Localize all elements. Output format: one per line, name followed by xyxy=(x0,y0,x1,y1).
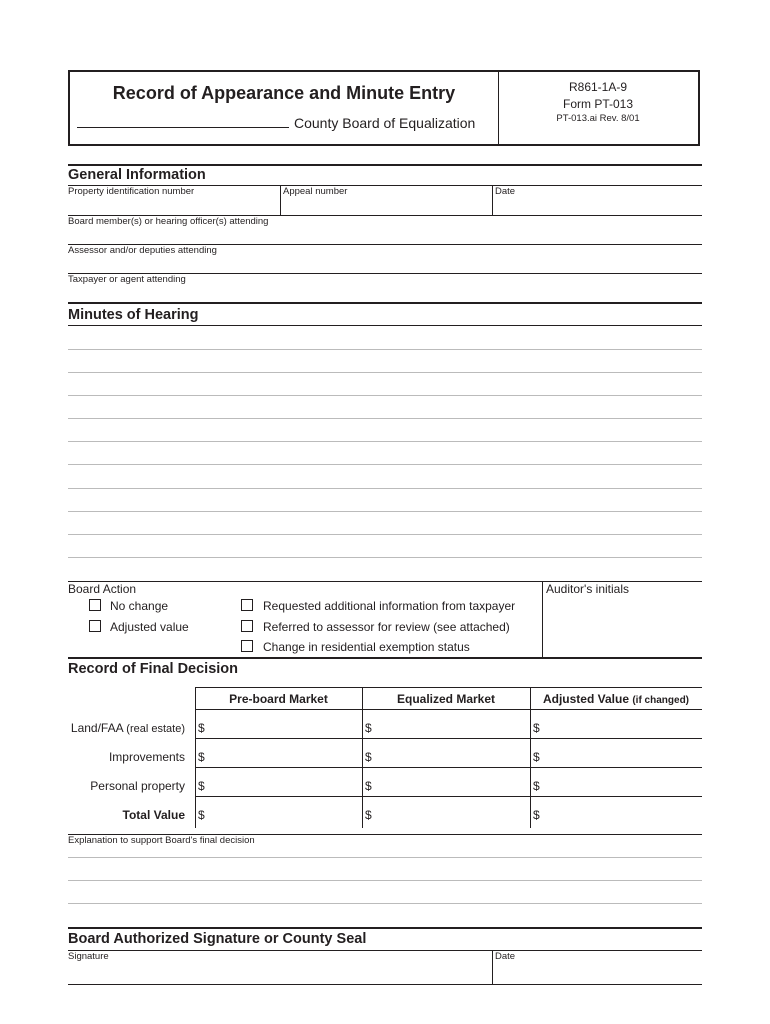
land-adjusted-field[interactable]: $ xyxy=(533,721,540,735)
assessor-field[interactable] xyxy=(68,256,700,272)
total-preboard-field[interactable]: $ xyxy=(198,808,205,822)
gi-date-field[interactable] xyxy=(495,196,700,214)
minutes-heading: Minutes of Hearing xyxy=(68,307,199,323)
row-label-land-text: Land/FAA xyxy=(70,721,123,735)
explanation-label: Explanation to support Board's final decision xyxy=(68,835,255,846)
signature-date-label: Date xyxy=(495,951,516,962)
form-code: R861-1A-9 xyxy=(568,80,628,94)
referred-assessor-checkbox[interactable] xyxy=(241,620,253,632)
row-label-total-value: Total Value xyxy=(122,808,185,822)
header-divider xyxy=(498,72,499,144)
exemption-status-checkbox[interactable] xyxy=(241,640,253,652)
requested-info-checkbox[interactable] xyxy=(241,599,253,611)
row-label-land xyxy=(5,721,185,735)
gi-divider-2 xyxy=(492,185,493,215)
final-decision-top-rule xyxy=(68,657,702,659)
signature-top-rule xyxy=(68,927,702,929)
gi-top-rule xyxy=(68,164,702,166)
gi-divider-1 xyxy=(280,185,281,215)
table-row-rule xyxy=(195,738,702,739)
explanation-line[interactable] xyxy=(68,903,702,904)
form-title: Record of Appearance and Minute Entry xyxy=(112,83,456,103)
no-change-checkbox[interactable] xyxy=(89,599,101,611)
table-row-rule xyxy=(195,796,702,797)
minutes-line[interactable] xyxy=(68,418,702,419)
col-adjusted xyxy=(530,692,702,706)
form-number: Form PT-013 xyxy=(562,97,634,111)
minutes-line[interactable] xyxy=(68,395,702,396)
signature-label: Signature xyxy=(68,951,109,962)
col-adjusted-label: Adjusted Value xyxy=(542,692,629,706)
property-id-field[interactable] xyxy=(68,196,278,214)
land-equalized-field[interactable]: $ xyxy=(365,721,372,735)
minutes-top-rule xyxy=(68,302,702,304)
minutes-line[interactable] xyxy=(68,441,702,442)
explanation-line[interactable] xyxy=(68,880,702,881)
exemption-status-label: Change in residential exemption status xyxy=(263,640,470,654)
col-equalized: Equalized Market xyxy=(396,692,496,706)
minutes-line[interactable] xyxy=(68,534,702,535)
county-board-label: County Board of Equalization xyxy=(294,115,476,131)
land-preboard-field[interactable]: $ xyxy=(198,721,205,735)
adjusted-value-checkbox[interactable] xyxy=(89,620,101,632)
property-id-label: Property identification number xyxy=(68,186,195,197)
board-action-label: Board Action xyxy=(68,582,137,596)
minutes-line[interactable] xyxy=(68,372,702,373)
signature-bottom-rule xyxy=(68,984,702,985)
personal-preboard-field[interactable]: $ xyxy=(198,779,205,793)
taxpayer-field[interactable] xyxy=(68,285,700,301)
general-information-heading: General Information xyxy=(68,167,206,183)
gi-date-label: Date xyxy=(495,186,516,197)
taxpayer-label: Taxpayer or agent attending xyxy=(68,274,186,285)
signature-heading: Board Authorized Signature or County Seal xyxy=(68,931,367,947)
table-row-rule xyxy=(195,767,702,768)
auditor-initials-label: Auditor's initials xyxy=(546,582,629,596)
table-col-divider xyxy=(195,687,196,828)
row-label-land-note: (real estate) xyxy=(126,723,185,735)
minutes-line[interactable] xyxy=(68,488,702,489)
minutes-line[interactable] xyxy=(68,511,702,512)
county-name-field[interactable] xyxy=(77,127,289,128)
col-preboard: Pre-board Market xyxy=(229,692,328,706)
improvements-preboard-field[interactable]: $ xyxy=(198,750,205,764)
board-members-label: Board member(s) or hearing officer(s) attending xyxy=(68,216,269,227)
referred-assessor-label: Referred to assessor for review (see attached) xyxy=(263,620,510,634)
minutes-line[interactable] xyxy=(68,349,702,350)
final-decision-heading: Record of Final Decision xyxy=(68,661,238,677)
total-adjusted-field[interactable]: $ xyxy=(533,808,540,822)
auditor-initials-field[interactable] xyxy=(546,598,700,654)
table-col-divider xyxy=(530,687,531,828)
appeal-number-field[interactable] xyxy=(283,196,489,214)
improvements-adjusted-field[interactable]: $ xyxy=(533,750,540,764)
personal-adjusted-field[interactable]: $ xyxy=(533,779,540,793)
minutes-line[interactable] xyxy=(68,464,702,465)
appeal-number-label: Appeal number xyxy=(283,186,348,197)
table-header-rule xyxy=(195,709,702,710)
personal-equalized-field[interactable]: $ xyxy=(365,779,372,793)
row-label-personal-property: Personal property xyxy=(90,779,185,793)
table-col-divider xyxy=(362,687,363,828)
minutes-heading-rule xyxy=(68,325,702,326)
table-top-rule xyxy=(195,687,702,688)
auditor-divider xyxy=(542,581,543,657)
signature-heading-rule xyxy=(68,950,702,951)
explanation-line[interactable] xyxy=(68,857,702,858)
col-adjusted-note: (if changed) xyxy=(632,695,690,706)
row-label-improvements: Improvements xyxy=(108,750,185,764)
signature-field[interactable] xyxy=(68,962,488,982)
signature-divider xyxy=(492,950,493,984)
value-table xyxy=(195,687,702,829)
no-change-label: No change xyxy=(110,599,169,613)
improvements-equalized-field[interactable]: $ xyxy=(365,750,372,764)
signature-date-field[interactable] xyxy=(495,962,700,982)
minutes-line[interactable] xyxy=(68,557,702,558)
adjusted-value-label: Adjusted value xyxy=(110,620,189,634)
requested-info-label: Requested additional information from taxpayer xyxy=(263,599,516,613)
board-members-field[interactable] xyxy=(68,227,700,243)
form-revision: PT-013.ai Rev. 8/01 xyxy=(556,113,640,124)
total-equalized-field[interactable]: $ xyxy=(365,808,372,822)
assessor-label: Assessor and/or deputies attending xyxy=(68,245,217,256)
